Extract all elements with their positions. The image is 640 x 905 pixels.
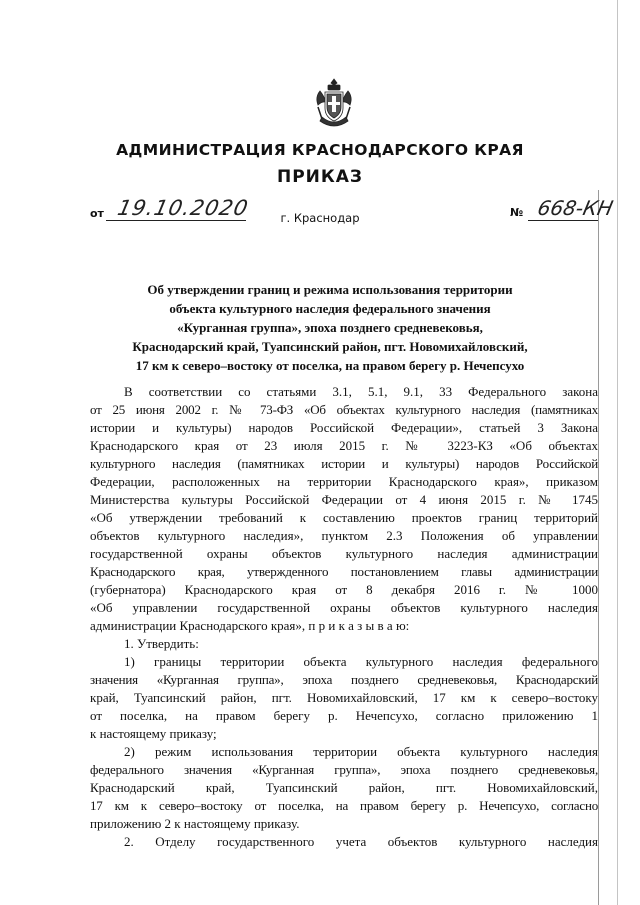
number-label: №	[510, 206, 524, 219]
body-line: «Об управлении государственной охраны объектов культурного наследия	[90, 600, 598, 615]
number-underline	[528, 220, 598, 221]
document-type: ПРИКАЗ	[276, 167, 364, 187]
document-title	[80, 280, 580, 375]
body-line: приложению 2 к настоящему приказу.	[90, 816, 300, 831]
body-line: Краснодарского края, утвержденного постановлением главы администрации	[90, 564, 598, 579]
document-number: 668-КН	[535, 196, 616, 220]
coat-of-arms-icon	[314, 77, 354, 129]
title-line: Об утверждении границ и режима использования территории	[147, 282, 513, 297]
body-line: федерального значения «Курганная группа», эпоха позднего средневековья,	[90, 762, 598, 777]
body-line: объектов культурного наследия», пунктом 2.3 Положения об управлении	[90, 528, 598, 543]
title-line: 17 км к северо–востоку от поселка, на правом берегу р. Нечепсухо	[135, 358, 525, 373]
body-line: 17 км к северо–востоку от поселка, на правом берегу р. Нечепсухо, согласно	[90, 798, 598, 813]
scan-edge-line	[598, 190, 599, 905]
body-line: Краснодарского края от 23 июля 2015 г. № 3223-КЗ «Об объектах	[90, 438, 598, 453]
body-line: истории и культуры) народов Российской Федерации», статьей 3 Закона	[90, 420, 598, 435]
body-line: значения «Курганная группа», эпоха позднего средневековья, Краснодарский	[90, 672, 598, 687]
body-line: государственной охраны объектов культурного наследия администрации	[90, 546, 598, 561]
body-line: Краснодарский край, Туапсинский район, пгт. Новомихайловский,	[90, 780, 598, 795]
body-line: 1. Утвердить:	[124, 636, 199, 651]
body-line: от поселка, на правом берегу р. Нечепсухо, согласно приложению 1	[90, 708, 598, 723]
body-line: администрации Краснодарского края», п р и к а з ы в а ю:	[90, 618, 410, 633]
date-label: от	[90, 207, 104, 220]
body-line: Министерства культуры Российской Федерации от 4 июня 2015 г. № 1745	[90, 492, 598, 507]
body-line: от 25 июня 2002 г. № 73-ФЗ «Об объектах культурного наследия (памятниках	[90, 402, 598, 417]
organization-name: АДМИНИСТРАЦИЯ КРАСНОДАРСКОГО КРАЯ	[116, 141, 524, 159]
body-line: культурного наследия (памятниках истории и культуры) народов Российской	[90, 456, 598, 471]
body-line: край, Туапсинский район, пгт. Новомихайловский, 17 км к северо–востоку	[90, 690, 598, 705]
title-line: объекта культурного наследия федерального значения	[169, 301, 491, 316]
document-meta-row	[0, 198, 640, 228]
scan-edge-line	[617, 0, 618, 905]
body-line: (губернатора) Краснодарского края от 8 декабря 2016 г. № 1000	[90, 582, 598, 597]
body-line: 1) границы территории объекта культурного наследия федерального	[124, 654, 598, 669]
document-body	[90, 383, 598, 851]
body-line: В соответствии со статьями 3.1, 5.1, 9.1, 33 Федерального закона	[124, 384, 598, 399]
document-date: 19.10.2020	[115, 196, 251, 220]
title-line: «Курганная группа», эпоха позднего средневековья,	[177, 320, 483, 335]
title-line: Краснодарский край, Туапсинский район, пгт. Новомихайловский,	[132, 339, 528, 354]
body-line: к настоящему приказу;	[90, 726, 217, 741]
body-line: 2) режим использования территории объекта культурного наследия	[124, 744, 598, 759]
body-line: «Об утверждении требований к составлению проектов границ территорий	[90, 510, 598, 525]
body-line: 2. Отделу государственного учета объектов культурного наследия	[124, 834, 598, 849]
city-name: г. Краснодар	[280, 211, 360, 225]
body-line: Федерации, расположенных на территории Краснодарского края», приказом	[90, 474, 598, 489]
